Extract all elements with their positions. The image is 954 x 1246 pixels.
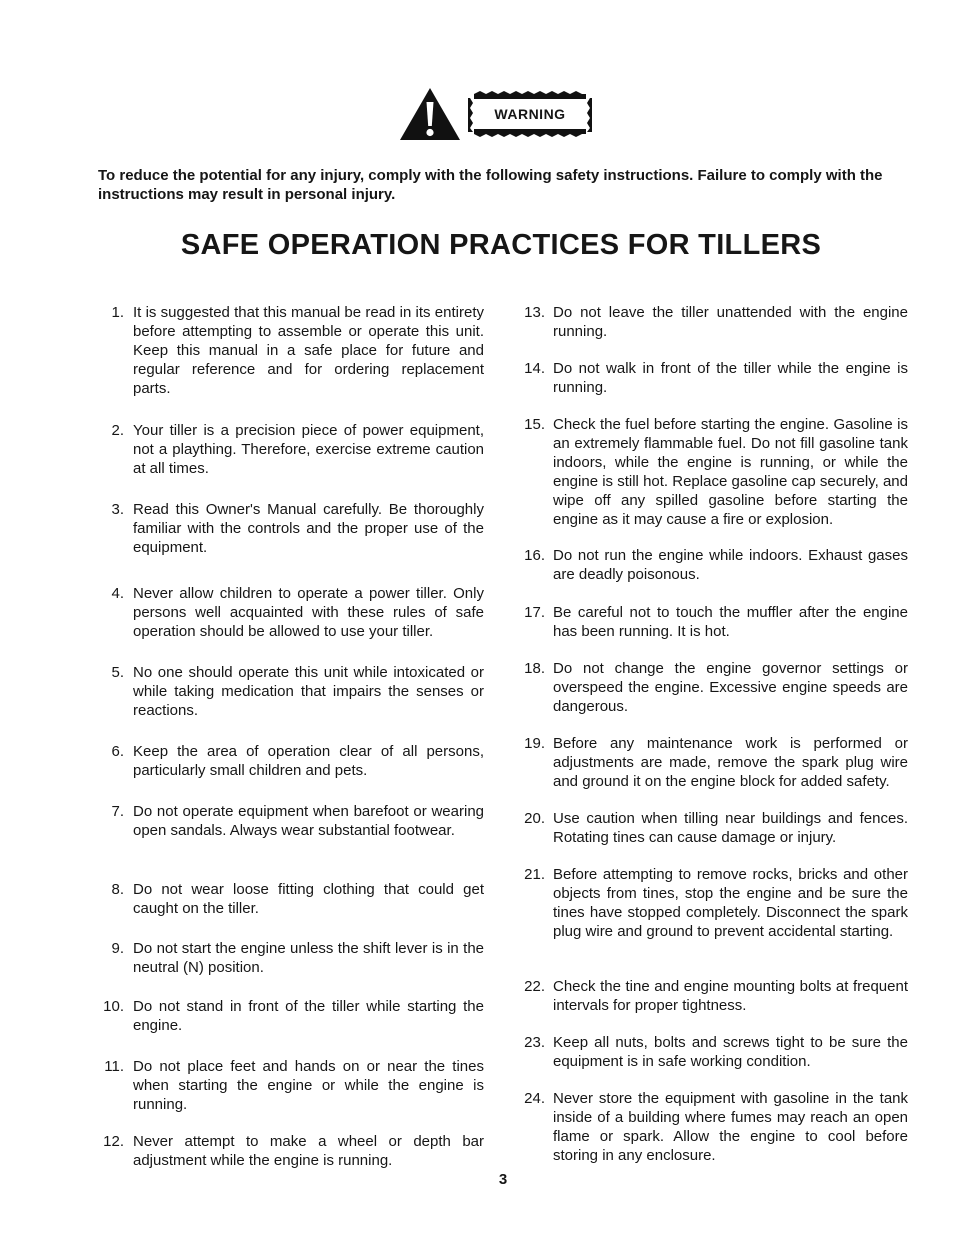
item-number: 6. (111, 743, 124, 760)
item-text: Use caution when tilling near buildings and fences. Rotating tines can cause damage or injury. (553, 810, 908, 846)
item-text: No one should operate this unit while intoxicated or while taking medication that impairs the senses or reactions. (133, 664, 484, 719)
item-text: Read this Owner's Manual carefully. Be thoroughly familiar with the controls and the proper use of the equipment. (133, 501, 484, 556)
item-text: Do not stand in front of the tiller while starting the engine. (133, 998, 484, 1034)
safety-instruction-item (98, 663, 484, 720)
item-number: 20. (524, 810, 545, 827)
item-number: 18. (524, 660, 545, 677)
item-text: Do not change the engine governor settings or overspeed the engine. Excessive engine speeds are dangerous. (553, 660, 908, 715)
item-text: Before attempting to remove rocks, bricks and other objects from tines, stop the engine and be sure the tines have stopped completely. Disconnect the spark plug wire and ground to prevent accidental starting. (553, 866, 908, 940)
safety-instruction-item (518, 659, 908, 716)
item-number: 23. (524, 1034, 545, 1051)
safety-instruction-item (518, 359, 908, 397)
safety-instruction-item (518, 1089, 908, 1165)
item-number: 1. (111, 304, 124, 321)
item-number: 10. (103, 998, 124, 1015)
item-text: Before any maintenance work is performed or adjustments are made, remove the spark plug wire and ground it on the engine block for added safety. (553, 735, 908, 790)
safety-instruction-item (98, 939, 484, 977)
safety-instruction-item (518, 603, 908, 641)
item-number: 3. (111, 501, 124, 518)
item-number: 22. (524, 978, 545, 995)
item-text: Your tiller is a precision piece of power equipment, not a plaything. Therefore, exercise extreme caution at all times. (133, 422, 484, 477)
item-number: 5. (111, 664, 124, 681)
item-text: Never allow children to operate a power tiller. Only persons well acquainted with these rules of safe operation should be allowed to use your tiller. (133, 585, 484, 640)
item-text: Do not start the engine unless the shift lever is in the neutral (N) position. (133, 940, 484, 976)
item-text: Do not operate equipment when barefoot or wearing open sandals. Always wear substantial footwear. (133, 803, 484, 839)
item-number: 19. (524, 735, 545, 752)
safety-instruction-item (98, 584, 484, 641)
item-number: 7. (111, 803, 124, 820)
safety-instruction-item (518, 546, 908, 584)
item-number: 12. (103, 1133, 124, 1150)
item-text: Do not place feet and hands on or near the tines when starting the engine or while the engine is running. (133, 1058, 484, 1113)
safety-instruction-item (98, 802, 484, 840)
item-number: 17. (524, 604, 545, 621)
item-number: 24. (524, 1090, 545, 1107)
item-text: Keep the area of operation clear of all persons, particularly small children and pets. (133, 743, 484, 779)
item-number: 16. (524, 547, 545, 564)
item-text: Do not wear loose fitting clothing that could get caught on the tiller. (133, 881, 484, 917)
safety-instruction-item (518, 865, 908, 941)
safety-instruction-item (518, 415, 908, 529)
safety-instruction-item (98, 1057, 484, 1114)
safety-instruction-item (518, 734, 908, 791)
item-text: Keep all nuts, bolts and screws tight to be sure the equipment is in safe working condition. (553, 1034, 908, 1070)
item-text: Do not leave the tiller unattended with the engine running. (553, 304, 908, 340)
safety-instruction-item (98, 500, 484, 557)
item-number: 13. (524, 304, 545, 321)
warning-header (398, 86, 594, 142)
item-text: Never store the equipment with gasoline in the tank inside of a building where fumes may reach an open flame or spark. Allow the engine to cool before storing in any enclosure. (553, 1090, 908, 1164)
warning-label-box (466, 90, 594, 138)
item-number: 9. (111, 940, 124, 957)
safety-instruction-item (98, 880, 484, 918)
item-number: 11. (104, 1058, 124, 1075)
item-text: Do not run the engine while indoors. Exhaust gases are deadly poisonous. (553, 547, 908, 583)
item-number: 15. (524, 416, 545, 433)
item-number: 14. (524, 360, 545, 377)
item-number: 2. (111, 422, 124, 439)
item-text: Check the fuel before starting the engine. Gasoline is an extremely flammable fuel. Do not fill gasoline tank indoors, while the engine is running, or while the engine is still hot. Replace gasoline cap securely, and wipe off any spilled gasoline before starting the engine as it may cause a fire or explosion. (553, 416, 908, 528)
page-title: SAFE OPERATION PRACTICES FOR TILLERS (180, 229, 822, 261)
safety-instruction-item (98, 742, 484, 780)
safety-instruction-item (518, 809, 908, 847)
exclamation-triangle-icon (398, 86, 462, 142)
safety-instruction-item (98, 421, 484, 478)
item-text: Be careful not to touch the muffler after the engine has been running. It is hot. (553, 604, 908, 640)
safety-instruction-item (518, 977, 908, 1015)
page-number: 3 (498, 1171, 508, 1188)
item-text: Check the tine and engine mounting bolts at frequent intervals for proper tightness. (553, 978, 908, 1014)
safety-instruction-item (98, 1132, 484, 1170)
item-number: 8. (111, 881, 124, 898)
item-text: It is suggested that this manual be read in its entirety before attempting to assemble or operate this unit. Keep this manual in a safe place for future and regular reference and for ordering replacement parts. (133, 304, 484, 397)
item-number: 21. (524, 866, 545, 883)
warning-label: WARNING (494, 106, 566, 122)
safety-instruction-item (518, 303, 908, 341)
safety-instruction-item (518, 1033, 908, 1071)
item-text: Do not walk in front of the tiller while the engine is running. (553, 360, 908, 396)
item-number: 4. (111, 585, 124, 602)
safety-instruction-item (98, 997, 484, 1035)
intro-statement: To reduce the potential for any injury, comply with the following safety instructions. Failure to comply with the instructions may result in personal injury. (98, 167, 883, 203)
safety-instruction-item (98, 303, 484, 398)
item-text: Never attempt to make a wheel or depth bar adjustment while the engine is running. (133, 1133, 484, 1169)
